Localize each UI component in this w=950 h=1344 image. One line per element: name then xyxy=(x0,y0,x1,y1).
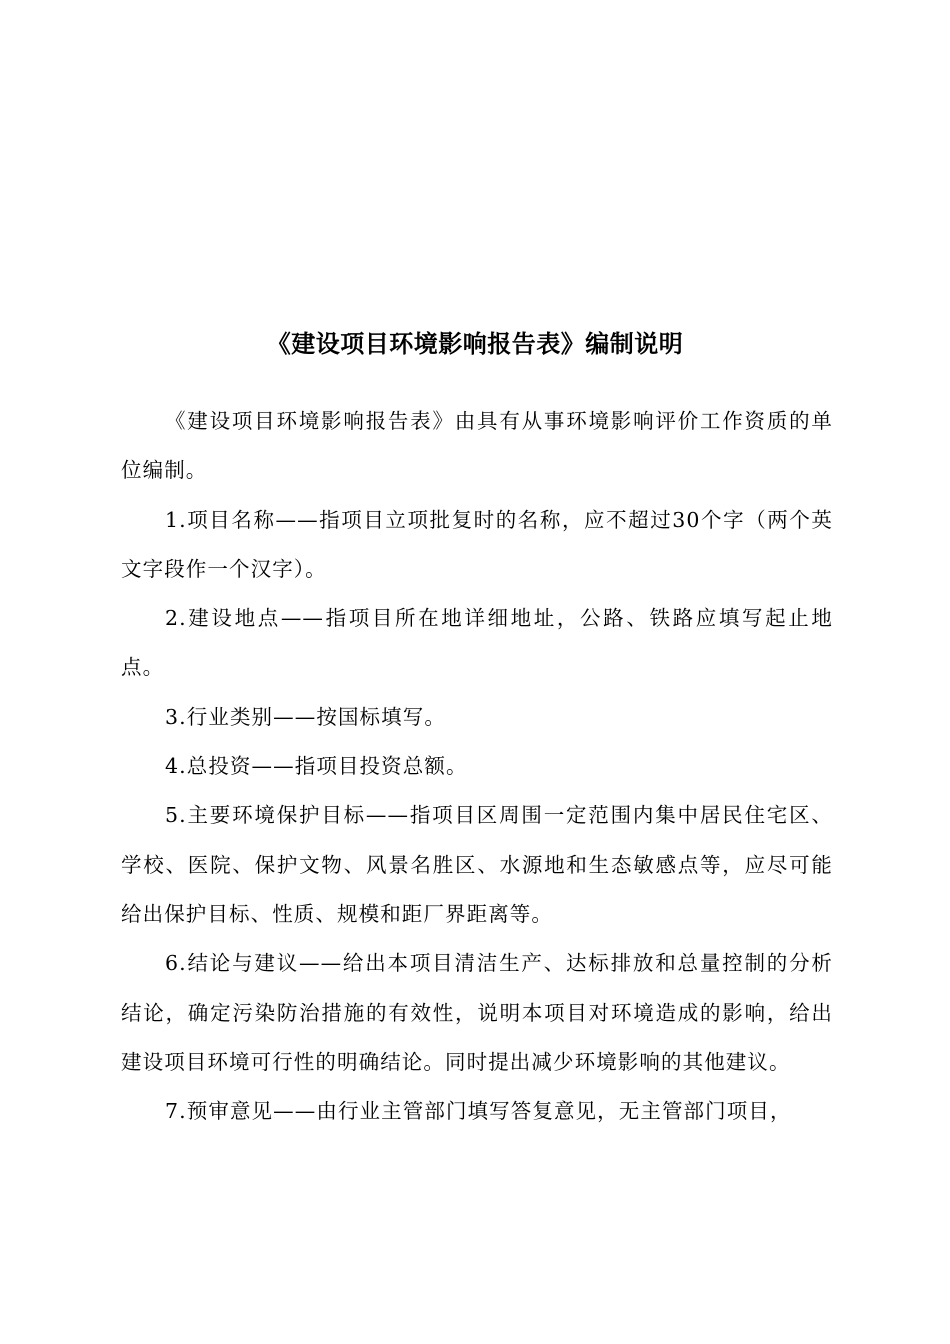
paragraph-total-investment: 4.总投资——指项目投资总额。 xyxy=(165,754,468,779)
paragraph-construction-site: 2.建设地点——指项目所在地详细地址，公路、铁路应填写起止地点。 xyxy=(121,606,833,680)
document-body xyxy=(121,397,833,1136)
paragraph-conclusions: 6.结论与建议——给出本项目清洁生产、达标排放和总量控制的分析结论，确定污染防治措施的有效性，说明本项目对环境造成的影响，给出建设项目环境可行性的明确结论。同时提出减少环境影响的其他建议。 xyxy=(121,951,833,1074)
paragraph-intro: 《建设项目环境影响报告表》由具有从事环境影响评价工作资质的单位编制。 xyxy=(121,409,833,483)
paragraph-protection-targets: 5.主要环境保护目标——指项目区周围一定范围内集中居民住宅区、学校、医院、保护文物、风景名胜区、水源地和生态敏感点等，应尽可能给出保护目标、性质、规模和距厂界距离等。 xyxy=(121,803,833,926)
paragraph-project-name: 1.项目名称——指项目立项批复时的名称，应不超过30个字（两个英文字段作一个汉字）。 xyxy=(121,507,833,581)
paragraph-pre-review: 7.预审意见——由行业主管部门填写答复意见，无主管部门项目， xyxy=(165,1099,792,1124)
page-title: 《建设项目环境影响报告表》编制说明 xyxy=(266,330,684,358)
paragraph-industry-category: 3.行业类别——按国标填写。 xyxy=(165,704,446,729)
